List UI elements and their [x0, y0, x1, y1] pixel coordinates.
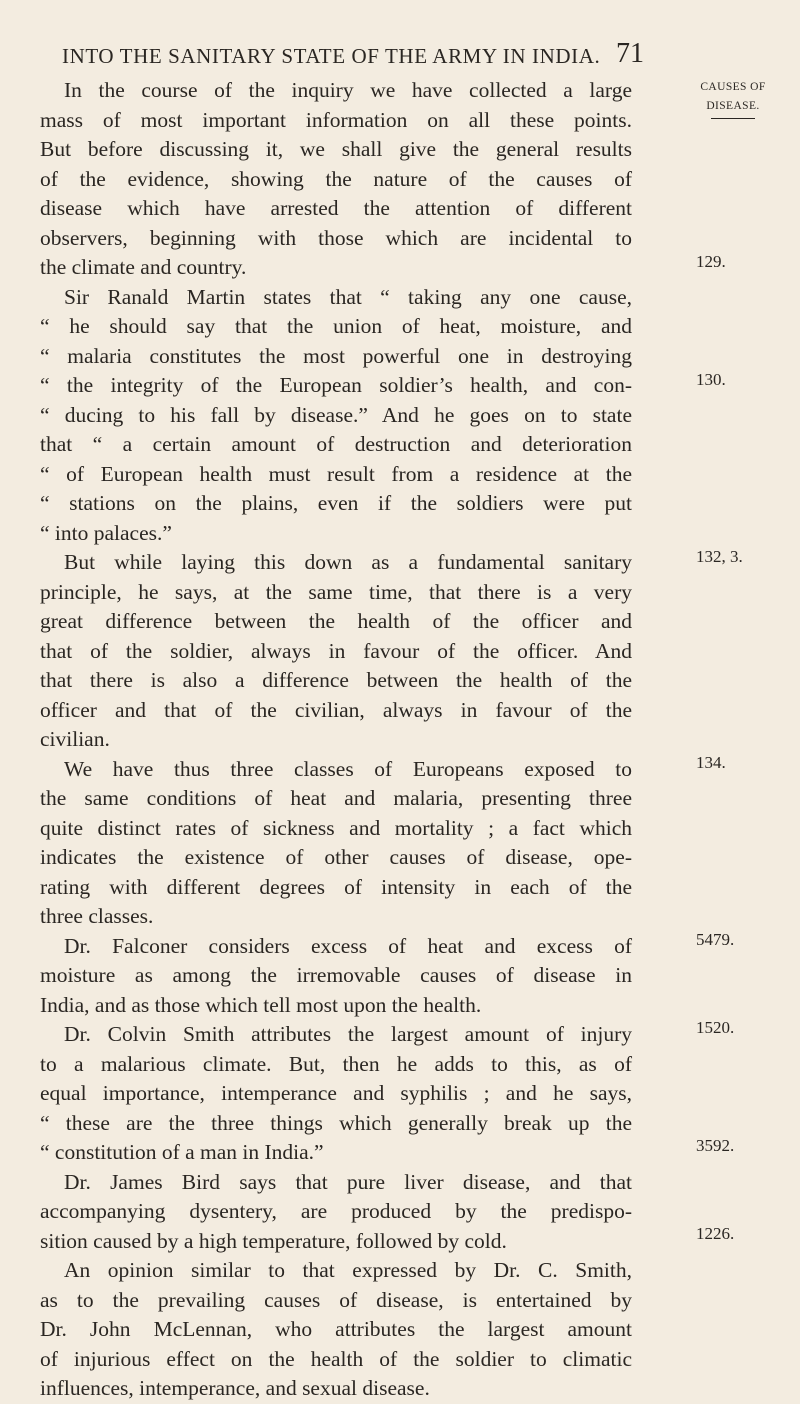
text-line: of the evidence, showing the nature of the causes of	[40, 166, 632, 191]
text-line: accompanying dysentery, are produced by the predispo-	[40, 1199, 632, 1223]
text-line: equal importance, intemperance and syphilis ; and he says,	[40, 1081, 632, 1105]
running-head	[0, 38, 800, 74]
text-line: But while laying this down as a fundamental sanitary	[64, 550, 632, 574]
text-line: that of the soldier, always in favour of the officer. And	[40, 638, 632, 663]
text-line: India, and as those which tell most upon the health.	[40, 992, 482, 1017]
text-line: Dr. Colvin Smith attributes the largest amount of injury	[64, 1022, 632, 1046]
text-line: that “ a certain amount of destruction and deterioration	[40, 432, 632, 456]
text-line: moisture as among the irremovable causes of disease in	[40, 963, 632, 987]
text-line: indicates the existence of other causes of disease, ope-	[40, 845, 632, 869]
text-line: to a malarious climate. But, then he adds to this, as of	[40, 1051, 632, 1076]
text-line: as to the prevailing causes of disease, is entertained by	[40, 1287, 632, 1312]
text-line: “ stations on the plains, even if the soldiers were put	[40, 491, 632, 515]
margin-ref: 134.	[696, 753, 726, 772]
margin-ref: 130.	[696, 370, 726, 389]
margin-ref: 1520.	[696, 1018, 735, 1037]
text-line: that there is also a difference between the health of the	[40, 668, 632, 692]
margin-heading-line-1: CAUSES OF	[700, 81, 766, 93]
body-text	[40, 76, 632, 1404]
text-line: Dr. James Bird says that pure liver disease, and that	[64, 1169, 632, 1194]
margin-ref: 5479.	[696, 930, 735, 949]
margin-heading-rule	[711, 118, 755, 119]
text-line: But before discussing it, we shall give the general results	[40, 137, 632, 161]
text-line: “ ducing to his fall by disease.” And he goes on to state	[40, 402, 632, 427]
margin-ref: 1226.	[696, 1224, 735, 1243]
margin-ref: 132, 3.	[696, 547, 743, 566]
text-line: “ these are the three things which generally break up the	[40, 1110, 632, 1135]
text-line: “ constitution of a man in India.”	[40, 1140, 324, 1164]
margin-ref: 3592.	[696, 1136, 735, 1155]
text-line: great difference between the health of the officer and	[40, 609, 632, 633]
text-line: disease which have arrested the attention of different	[40, 196, 632, 220]
text-line: “ of European health must result from a residence at the	[40, 461, 632, 486]
text-line: observers, beginning with those which are incidental to	[40, 225, 632, 250]
text-line: Sir Ranald Martin states that “ taking any one cause,	[64, 284, 632, 309]
text-line: “ he should say that the union of heat, moisture, and	[40, 314, 632, 338]
text-line: sition caused by a high temperature, followed by cold.	[40, 1228, 507, 1253]
text-line: An opinion similar to that expressed by Dr. C. Smith,	[64, 1258, 632, 1282]
text-line: influences, intemperance, and sexual disease.	[40, 1376, 430, 1400]
text-line: quite distinct rates of sickness and mortality ; a fact which	[40, 815, 632, 840]
text-line: principle, he says, at the same time, that there is a very	[40, 579, 632, 604]
text-line: In the course of the inquiry we have collected a large	[64, 78, 632, 102]
text-line: Dr. Falconer considers excess of heat and excess of	[64, 933, 632, 958]
text-line: officer and that of the civilian, always in favour of the	[40, 697, 632, 722]
page-number: 71	[616, 38, 644, 69]
text-line: Dr. John McLennan, who attributes the largest amount	[40, 1317, 632, 1341]
text-line: three classes.	[40, 904, 154, 928]
text-line: the climate and country.	[40, 255, 247, 279]
text-line: rating with different degrees of intensity in each of the	[40, 874, 632, 899]
running-head-title: INTO THE SANITARY STATE OF THE ARMY IN INDIA.	[62, 44, 601, 68]
text-line: “ into palaces.”	[40, 520, 172, 545]
text-line: the same conditions of heat and malaria, presenting three	[40, 786, 632, 810]
text-line: civilian.	[40, 727, 110, 751]
margin-heading-line-2: DISEASE.	[706, 100, 760, 112]
margin-ref: 129.	[696, 252, 726, 271]
text-line: We have thus three classes of Europeans exposed to	[64, 756, 632, 781]
text-line: “ the integrity of the European soldier’s health, and con-	[40, 373, 632, 397]
text-line: of injurious effect on the health of the soldier to climatic	[40, 1346, 632, 1371]
margin-heading	[678, 78, 788, 119]
text-line: “ malaria constitutes the most powerful one in destroying	[40, 343, 632, 368]
text-line: mass of most important information on all these points.	[40, 107, 632, 132]
